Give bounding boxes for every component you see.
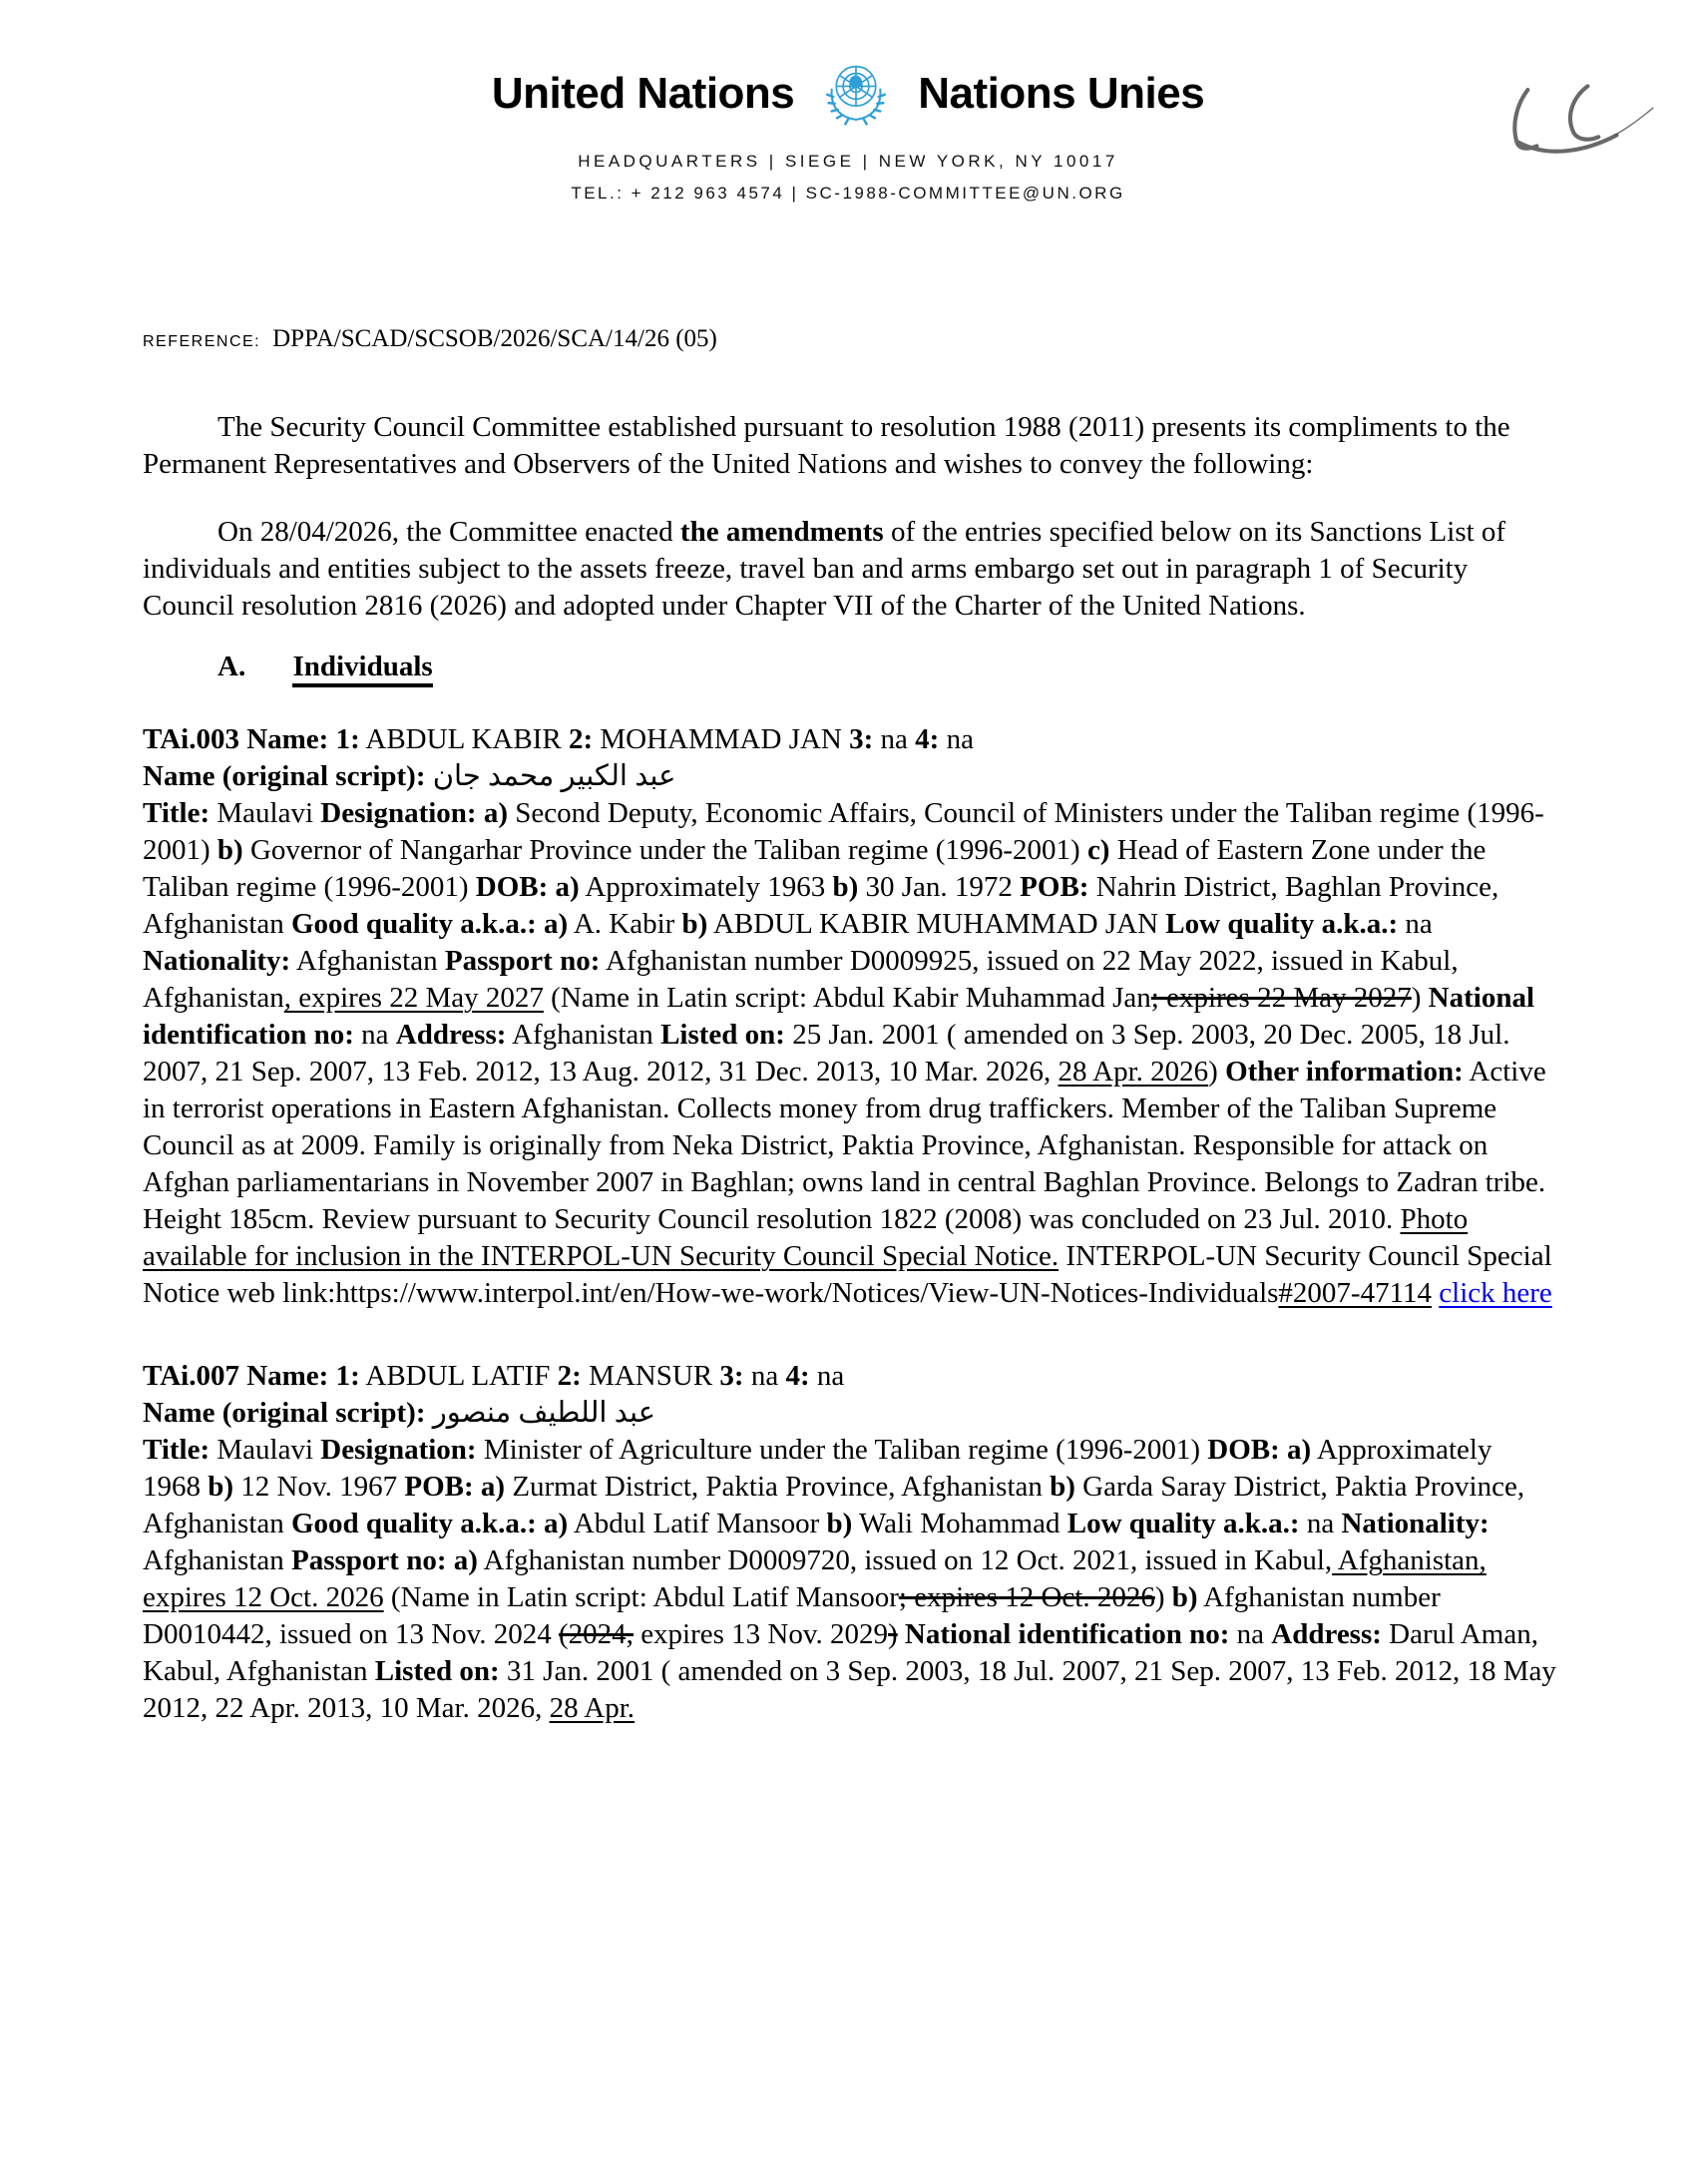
text-run	[537, 1508, 544, 1539]
text-run: na	[743, 1360, 786, 1392]
text-run: )	[1208, 1056, 1226, 1088]
text-run: Governor of Nangarhar Province under the Taliban regime (1996-2001)	[242, 834, 1087, 866]
text-run: Title:	[143, 1434, 211, 1466]
text-run: Photo available for inclusion in the INTERPOL-UN Security Council Special Notice.	[143, 1203, 1469, 1272]
text-run: Nationality:	[1341, 1508, 1489, 1539]
text-run: TAi.007 Name:	[143, 1360, 329, 1392]
text-run: Passport no:	[444, 945, 601, 977]
text-run: 1:	[335, 1360, 360, 1392]
click-here-link[interactable]: click here	[1439, 1277, 1552, 1309]
text-run: b)	[1050, 1471, 1075, 1503]
text-run: Afghanistan, expires 12 Oct. 2026	[143, 1544, 1486, 1613]
text-run: expires 13 Nov. 2029	[633, 1618, 888, 1650]
text-run: the amendments	[679, 516, 884, 548]
un-emblem-icon	[818, 56, 894, 132]
text-run: Afghanistan number D0010442, issued on 13 Nov. 2024	[143, 1581, 1441, 1650]
text-run: a)	[483, 797, 508, 829]
text-run: Maulavi	[210, 797, 321, 829]
handwritten-initials-icon	[1477, 70, 1666, 170]
text-run: عبد اللطيف منصور	[425, 1397, 655, 1429]
text-run: c)	[1086, 834, 1110, 866]
reference-value: DPPA/SCAD/SCSOB/2026/SCA/14/26 (05)	[272, 325, 717, 352]
text-run: ABDUL KABIR	[359, 723, 569, 755]
text-run: DOB:	[1207, 1434, 1280, 1466]
text-run: )	[888, 1618, 898, 1650]
text-run: 2:	[568, 723, 594, 755]
text-run: Second Deputy, Economic Affairs, Council of Ministers under the Taliban regime (1996-2001)	[143, 797, 1544, 866]
text-run: Passport no:	[291, 1544, 447, 1576]
text-run: , expires 22 May 2027	[283, 982, 544, 1014]
text-run: INTERPOL-UN Security Council Special Notice web link:https://www.interpol.int/en/How-we-work/Notices/View-UN-Notices-Individuals	[143, 1240, 1552, 1309]
text-run: Active in terrorist operations in Eastern Afghanistan. Collects money from drug traffickers. Member of the Taliban Supreme Council as at 2009. Family is originally from Neka District, Paktia Province, Afghanistan. Responsible for attack on Afghan parliamentarians in November 2007 in Baghlan; owns land in central Baghlan Province. Belongs to Zadran tribe. Height 185cm. Review pursuant to Security Council resolution 1822 (2008) was concluded on 23 Jul. 2010.	[143, 1056, 1546, 1235]
text-run: 12 Nov. 1967	[233, 1471, 405, 1503]
text-run: na	[1398, 908, 1433, 940]
united-nations-title: United Nations	[491, 69, 795, 118]
text-run: 4:	[785, 1360, 810, 1392]
text-run: na	[1299, 1508, 1342, 1539]
text-run: Afghanistan number D0009720, issued on 12 Oct. 2021, issued in Kabul,	[477, 1544, 1333, 1576]
text-run: b)	[832, 871, 859, 903]
nations-unies-title: Nations Unies	[918, 69, 1205, 118]
text-run: ABDUL KABIR MUHAMMAD JAN	[707, 908, 1166, 940]
text-run: (Name in Latin script: Abdul Kabir Muhammad Jan	[543, 982, 1151, 1014]
text-run: Minister of Agriculture under the Taliban regime (1996-2001)	[476, 1434, 1208, 1466]
text-run: Address:	[1271, 1618, 1382, 1650]
text-run: Head of Eastern Zone under the Taliban regime (1996-2001)	[143, 834, 1486, 903]
text-run: Name (original script):	[143, 760, 426, 792]
text-run: na	[809, 1360, 845, 1392]
text-run: ; expires 22 May 2027	[1150, 982, 1412, 1014]
text-run: 30 Jan. 1972	[858, 871, 1021, 903]
text-run: na	[1229, 1618, 1272, 1650]
amendments-paragraph	[143, 514, 1556, 625]
text-run	[1280, 1434, 1287, 1466]
text-run: Approximately 1963	[579, 871, 833, 903]
text-run: 3:	[849, 723, 874, 755]
text-run: MOHAMMAD JAN	[593, 723, 850, 755]
text-run: a)	[453, 1544, 478, 1576]
text-run	[898, 1618, 905, 1650]
contact-line: TEL.: + 212 963 4574 | SC-1988-COMMITTEE@UN.ORG	[571, 184, 1125, 203]
text-run: na	[939, 723, 974, 755]
text-run: Afghanistan	[506, 1019, 661, 1051]
text-run: Darul Aman, Kabul, Afghanistan	[143, 1618, 1538, 1687]
text-run: a)	[1287, 1434, 1312, 1466]
text-run: Name (original script):	[143, 1397, 426, 1429]
entry-tai003	[143, 721, 1556, 1312]
text-run: Listed on:	[660, 1019, 785, 1051]
text-run: MANSUR	[581, 1360, 720, 1392]
text-run: 31 Jan. 2001 ( amended on 3 Sep. 2003, 18 Jul. 2007, 21 Sep. 2007, 13 Feb. 2012, 18 May 2012, 22 Apr. 2013, 10 Mar. 2026,	[143, 1655, 1556, 1724]
text-run: a)	[555, 871, 580, 903]
text-run: Listed on:	[374, 1655, 500, 1687]
text-run: ABDUL LATIF	[359, 1360, 558, 1392]
text-run: DOB:	[475, 871, 549, 903]
text-run: Other information:	[1225, 1056, 1464, 1088]
intro-paragraph	[143, 409, 1556, 483]
text-run: Title:	[143, 797, 211, 829]
text-run: ; expires 12 Oct. 2026	[898, 1581, 1155, 1613]
text-run: عبد الكبير محمد جان	[425, 760, 676, 792]
text-run	[446, 1544, 453, 1576]
text-run: na	[353, 1019, 396, 1051]
letter-body	[143, 409, 1556, 1727]
text-run: 1:	[335, 723, 360, 755]
text-run: a)	[544, 908, 569, 940]
text-run: A. Kabir	[568, 908, 682, 940]
text-run: a)	[480, 1471, 506, 1503]
text-run: Abdul Latif Mansoor	[568, 1508, 827, 1539]
text-run: Designation:	[320, 797, 477, 829]
section-index: A.	[217, 651, 246, 682]
text-run: Nahrin District, Baghlan Province, Afghanistan	[143, 871, 1499, 940]
text-run: Wali Mohammad	[852, 1508, 1067, 1539]
text-run: Low quality a.k.a.:	[1165, 908, 1399, 940]
text-run: 25 Jan. 2001 ( amended on 3 Sep. 2003, 20 Dec. 2005, 18 Jul. 2007, 21 Sep. 2007, 13 Feb. 2012, 13 Aug. 2012, 31 Dec. 2013, 10 Mar. 2026,	[143, 1019, 1510, 1088]
text-run	[548, 871, 555, 903]
text-run: Maulavi	[210, 1434, 321, 1466]
text-run: 28 Apr.	[549, 1692, 636, 1724]
text-run: b)	[216, 834, 243, 866]
text-run: National identification no:	[143, 982, 1535, 1051]
text-run: 28 Apr. 2026	[1058, 1056, 1209, 1088]
text-run: Nationality:	[143, 945, 291, 977]
text-run: On 28/04/2026, the Committee enacted	[217, 516, 680, 548]
text-run	[474, 1471, 481, 1503]
headquarters-line: HEADQUARTERS | SIEGE | NEW YORK, NY 10017	[578, 152, 1118, 171]
text-run	[537, 908, 544, 940]
text-run: (2024,	[559, 1618, 634, 1650]
text-run: Approximately 1968	[143, 1434, 1492, 1503]
text-run: Good quality a.k.a.:	[291, 908, 537, 940]
text-run: POB:	[404, 1471, 474, 1503]
text-run: Afghanistan number D0009925, issued on 22 May 2022, issued in Kabul, Afghanistan	[143, 945, 1459, 1014]
text-run: #2007-47114	[1278, 1277, 1433, 1309]
text-run: 4:	[915, 723, 940, 755]
text-run: Zurmat District, Paktia Province, Afghanistan	[505, 1471, 1051, 1503]
text-run: Address:	[395, 1019, 507, 1051]
text-run: Designation:	[320, 1434, 477, 1466]
text-run: Low quality a.k.a.:	[1066, 1508, 1300, 1539]
text-run: Good quality a.k.a.:	[291, 1508, 537, 1539]
text-run: 3:	[719, 1360, 744, 1392]
text-run: b)	[826, 1508, 853, 1539]
text-run: TAi.003 Name:	[143, 723, 329, 755]
text-run	[477, 797, 484, 829]
text-run	[328, 723, 335, 755]
text-run: National identification no:	[904, 1618, 1230, 1650]
text-run: b)	[1171, 1581, 1198, 1613]
text-run: )	[1154, 1581, 1172, 1613]
letterhead	[0, 0, 1696, 132]
text-run: b)	[208, 1471, 234, 1503]
text-run: Afghanistan	[143, 1544, 291, 1576]
text-run: The Security Council Committee established pursuant to resolution 1988 (2011) presents its compliments to the Permanent Representatives and Observers of the United Nations and wishes to convey the following:	[143, 411, 1510, 480]
section-heading-individuals	[143, 649, 1556, 685]
reference-line	[143, 325, 1696, 353]
entry-tai007	[143, 1358, 1556, 1727]
section-title: Individuals	[292, 651, 432, 687]
text-run: 2:	[557, 1360, 582, 1392]
text-run: POB:	[1020, 871, 1089, 903]
text-run: (Name in Latin script: Abdul Latif Mansoor	[383, 1581, 899, 1613]
text-run: Garda Saray District, Paktia Province, Afghanistan	[143, 1471, 1525, 1539]
text-run: Afghanistan	[290, 945, 445, 977]
text-run: b)	[681, 908, 708, 940]
reference-label: REFERENCE:	[143, 333, 261, 350]
text-run: na	[873, 723, 916, 755]
text-run: of the entries specified below on its Sanctions List of individuals and entities subject to the assets freeze, travel ban and arms embargo set out in paragraph 1 of Security Council resolution 2816 (2026) and adopted under Chapter VII of the Charter of the United Nations.	[143, 516, 1506, 622]
text-run	[328, 1360, 335, 1392]
text-run: a)	[544, 1508, 569, 1539]
text-run: )	[1411, 982, 1429, 1014]
